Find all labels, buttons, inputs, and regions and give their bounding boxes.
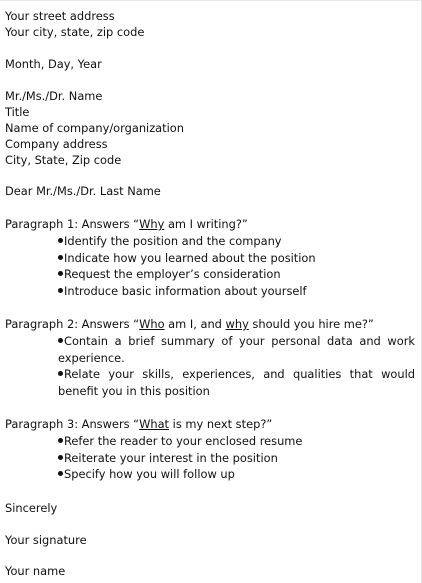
list-item: Introduce basic information about yourself: [58, 283, 417, 300]
list-item: Relate your skills, experiences, and qualities that would benefit you in this position: [58, 367, 415, 398]
bullet-icon: [58, 371, 63, 376]
list-item: Reiterate your interest in the position: [58, 450, 417, 467]
list-item: Contain a brief summary of your personal data and work experience.: [58, 334, 415, 365]
list-item: Indicate how you learned about the position: [58, 250, 417, 267]
sender-city-line: Your city, state, zip code: [5, 25, 145, 39]
bullet-icon: [58, 338, 63, 343]
bullet-icon: [58, 255, 63, 260]
underlined-word: Why: [139, 217, 165, 231]
underlined-word: Who: [139, 317, 165, 331]
letter-date: Month, Day, Year: [5, 57, 102, 71]
cover-letter-template: [5, 8, 417, 579]
bullet-icon: [58, 471, 63, 476]
paragraph-1-bullets: [5, 233, 417, 299]
salutation: Dear Mr./Ms./Dr. Last Name: [5, 184, 161, 198]
underlined-word: why: [225, 317, 249, 331]
recipient-title: Title: [5, 105, 30, 119]
printed-name: Your name: [5, 563, 66, 578]
list-item: Identify the position and the company: [58, 233, 417, 250]
paragraph-3-bullets: [5, 433, 417, 483]
closing: Sincerely: [5, 500, 58, 515]
recipient-company: Name of company/organization: [5, 121, 184, 135]
recipient-name: Mr./Ms./Dr. Name: [5, 89, 103, 103]
recipient-city-line: City, State, Zip code: [5, 153, 122, 167]
bullet-icon: [58, 271, 63, 276]
bullet-icon: [58, 455, 63, 460]
bullet-icon: [58, 238, 63, 243]
signature: Your signature: [5, 532, 87, 547]
paragraph-2-bullets: [5, 333, 417, 399]
list-item: Refer the reader to your enclosed resume: [58, 433, 417, 450]
bullet-icon: [58, 438, 63, 443]
sender-street: Your street address: [5, 9, 115, 23]
list-item: Request the employer’s consideration: [58, 266, 417, 283]
paragraph-3-heading: Paragraph 3: Answers “What is my next step?”: [5, 417, 273, 431]
paragraph-2-heading: Paragraph 2: Answers “Who am I, and why should you hire me?”: [5, 317, 374, 331]
recipient-address: Company address: [5, 137, 108, 151]
underlined-word: What: [139, 417, 170, 431]
paragraph-1-heading: Paragraph 1: Answers “Why am I writing?”: [5, 217, 248, 231]
list-item: Specify how you will follow up: [58, 466, 417, 483]
bullet-icon: [58, 288, 63, 293]
